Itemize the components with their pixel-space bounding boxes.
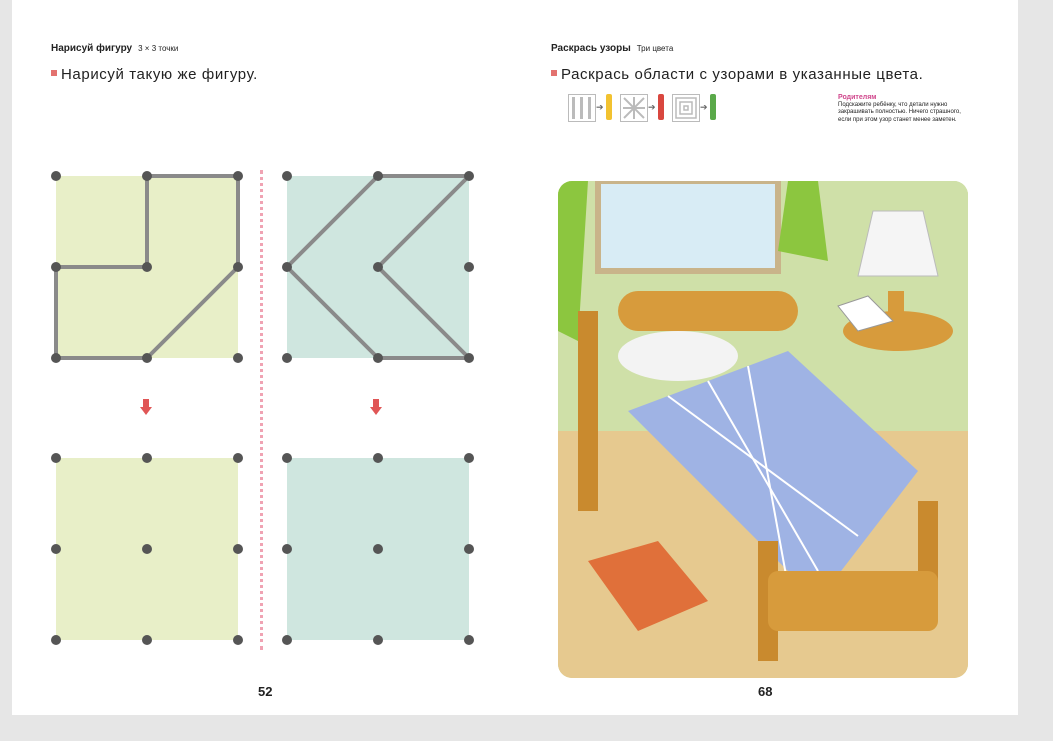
arrow-down-icon <box>370 399 382 415</box>
right-instruction-text: Раскрась области с узорами в указанные цвета. <box>561 66 924 83</box>
right-instruction <box>551 66 923 83</box>
bullet-marker <box>551 70 557 76</box>
right-header-sub: Три цвета <box>636 44 674 53</box>
example-grid-1 <box>56 176 238 358</box>
dot-grid <box>279 450 477 648</box>
example-figure-1 <box>48 168 246 366</box>
dotted-divider <box>260 170 263 650</box>
parents-note-text: Подскажите ребёнку, что детали нужно закрашивать полностью. Ничего страшного, если при этом узор станет менее заметен. <box>838 101 961 123</box>
left-header <box>51 38 178 56</box>
left-instruction <box>51 66 258 83</box>
parents-note <box>838 94 973 124</box>
right-page-number: 68 <box>758 684 773 699</box>
pencil-yellow-icon <box>606 94 612 120</box>
left-header-sub: 3 × 3 точки <box>138 44 179 53</box>
parents-note-title: Родителям <box>838 94 877 101</box>
book-spread <box>12 0 1018 715</box>
dot-grid <box>48 450 246 648</box>
pencil-green-icon <box>710 94 716 120</box>
bedroom-illustration <box>558 181 968 678</box>
arrow-right-icon: ➔ <box>596 102 604 112</box>
right-header-title: Раскрась узоры <box>551 43 631 54</box>
pattern-stripes-swatch <box>568 94 596 122</box>
left-header-title: Нарисуй фигуру <box>51 43 133 54</box>
drawing-grid-2[interactable] <box>287 458 469 640</box>
pattern-flower-swatch <box>620 94 648 122</box>
pattern-squares-swatch <box>672 94 700 122</box>
drawing-grid-1[interactable] <box>56 458 238 640</box>
example-figure-2 <box>279 168 477 366</box>
pencil-red-icon <box>658 94 664 120</box>
bedroom-scene <box>558 181 968 678</box>
bullet-marker <box>51 70 57 76</box>
arrow-right-icon: ➔ <box>648 102 656 112</box>
left-instruction-text: Нарисуй такую же фигуру. <box>61 66 258 83</box>
right-header <box>551 38 673 56</box>
arrow-down-icon <box>140 399 152 415</box>
example-grid-2 <box>287 176 469 358</box>
left-page-number: 52 <box>258 684 273 699</box>
arrow-right-icon: ➔ <box>700 102 708 112</box>
